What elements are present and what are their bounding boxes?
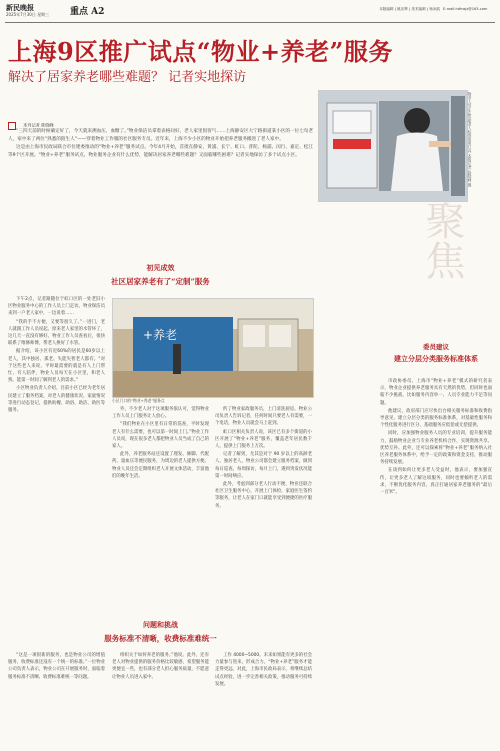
intro-para-1: “三四天前的时候确定好了，今天就来测血压，血糖了。”物业保洁员拿着表格问好，老人家里很客气……上海静安区大宁路街道某小区的一位七旬老人，家中来了两位“熟悉的陌生人”——穿着物业工作服的社区服务专员。近年来，上海不少小区的物业开始把养老服务搬进了老人家中。: [8, 129, 313, 142]
sidebar-column: [380, 378, 492, 748]
section1-kicker: 初见成效: [146, 263, 175, 272]
sidebar-para-3: 同时，应加强物业服务人员的专业培训，提升服务能力，鼓励物业企业与专业养老机构合作，实现资源共享、优势互补。此外，还可以探索将“物业+养老”服务纳入社区养老服务体系中，给予一定的政策和资金支持，推动服务持续发展。: [380, 431, 492, 466]
bottom-column-2: [112, 652, 209, 748]
column-1: [8, 296, 105, 415]
photo-caption-right: 物业人员正在帮助老人检查家里灯具 本报记者 陈晓峰 摄: [468, 92, 473, 187]
section1-heading: [8, 263, 313, 287]
bottom-column-1: [8, 652, 105, 748]
section2-kicker: 问题和挑战: [143, 620, 178, 629]
column-3: [215, 406, 312, 511]
byline-text: 本刊记者 陈晓峰: [23, 122, 54, 128]
col1-para-2: “我的手不方便，又要等很久了。”一进门，老人就跟工作人员说起。原来老人家里的水管坏了，这几天一直没有修好。物业工作人员查看后，很快联系了维修师傅，帮老人换好了水管。: [8, 319, 105, 347]
bottom-col3-text: 工作 4000~5000。未来如果能有更多的社会力量参与进来，形成合力，“物业+养老”服务才能走得更远。对此，上海市民政局表示，将继续总结试点经验，进一步完善相关政策，推动服务可持续发展。: [215, 653, 312, 687]
col2-para-3: 此外，养老服务站还设置了理发、修脚、代配药、量血压等便民服务，为周边的老人提供方便。物业人员还会定期组织老人开展文体活动，丰富他们的晚年生活。: [112, 452, 209, 479]
intro-block: [8, 128, 313, 160]
feature-photo-top-graphic: [319, 91, 467, 201]
bottom-column-3: [215, 652, 312, 748]
feature-photo-top: [318, 90, 468, 202]
col1-para-1: 下午2点，记者跟随位于虹口区的一处老旧小区物业服务中心的工作人员上门走访。物业保洁员来到一户老人家中，一边说着……: [8, 297, 105, 317]
section1-title: 社区居家养老有了“定制”服务: [111, 277, 210, 286]
section2-title: 服务标准不清晰，收费标准难统一: [104, 634, 217, 643]
col3-para-1: 约了物业家政服务员，上门清洗厨房。物业公司负责人告诉记者，任何时间只要老人有需要，一个电话，物业人员就会马上赶到。: [215, 407, 312, 427]
section2-heading: [8, 620, 313, 644]
sidebar-para-4: 在谈到如何让更多老人受益时，他表示，要加强宣传，让更多老人了解这项服务，同时也要倾听老人的需求，不断优化服务内容，真正打通居家养老服务的“最后一百米”。: [380, 468, 492, 496]
bottom-col1-text: “这是一项很新的服务，也是物业公司的增值服务，收费标准还没有一个统一的标准。”一位物业公司负责人表示，物业公司在开展服务时，面临着服务标准不清晰、收费标准难统一等问题。: [8, 653, 105, 680]
sidebar-para-1: 市政协委员、上海市“物业+养老”模式的研究者表示，物业企业提供养老服务具有天然的优势，但同时也面临不少挑战，比如服务内容单一、人员专业能力不足等问题。: [380, 379, 492, 406]
sidebar-kicker: 委员建议: [423, 343, 449, 351]
header-rule: [5, 22, 495, 23]
section-label: 重点 A2: [70, 7, 105, 17]
col2-para-2: “我们物业在小区里有日常的巡查，平时发现老人有什么需要，也可以第一时间上门。”物业工作人员说，现在很多老人都把物业人员当成了自己的家人。: [112, 422, 209, 450]
feature-photo-mid: [112, 298, 314, 398]
col2-para-1: 外，不少老人对于这项服务很认可，觉得物业工作人员上门服务让人放心。: [112, 407, 209, 420]
headline-subtitle: 解决了居家养老哪些难题？ 记者实地探访: [8, 70, 247, 85]
photo-caption-mid: 小区门口的“物业+养老”服务点: [112, 398, 165, 403]
column-2: [112, 406, 209, 481]
issue-date: 2025年7月30日 星期三: [6, 12, 50, 17]
brand-name: 新民晚报: [6, 3, 34, 12]
col3-para-4: 此外，考虑到部分老人行动不便，物业还联合社区卫生服务中心，开展上门体检、家庭医生签约等服务，让老人在家门口就能享受到便捷的医疗服务。: [215, 482, 312, 509]
email-line: E-mail:hdhwjz@163.com: [443, 7, 488, 11]
sidebar-suggestion-heading: [380, 342, 492, 363]
editor-line: 本版编辑 | 姚乐辉 | 美术编辑 | 杨冰鸥: [379, 7, 440, 11]
col3-para-3: 记者了解到，尤其是对于 90 岁以上的高龄老人、独居老人，物业公司都会建立服务档案，做到每日巡查、每周探访、每月上门，遇到突发状况能第一时间响应。: [215, 452, 312, 479]
byline: [8, 115, 118, 128]
svg-text:+养老: +养老: [143, 328, 178, 342]
headline-title: 上海9区推广试点“物业+养老”服务: [8, 37, 393, 66]
bottom-col2-text: 组织关于如何养老的服务。”他说。此外，还有老人对物业提供的服务价格比较敏感，希望服务能更便宜一些，也有部分老人担心服务质量，不愿意让物业人员进入家中。: [112, 653, 209, 680]
col1-para-3: 据介绍，该小区有近60%的居民是60岁以上老人，其中独居、孤老、失能失智老人都有。“对于这些老人来说，平时最需要的就是有人上门帮忙、有人陪伴，物业人员每天在小区里，和老人熟，能第一时间了解到老人的需求。”: [8, 349, 105, 384]
sidebar-para-2: 他建议，政府部门应尽快出台相关服务标准和收费指导意见，建立分层分类的服务标准体系，对基础性服务和个性化服务进行区分，基础服务应低偿或无偿提供。: [380, 408, 492, 429]
feature-photo-mid-graphic: [113, 299, 313, 397]
sidebar-title: 建立分层分类服务标准体系: [394, 354, 478, 363]
col3-para-2: 虹口区相关负责人说，该区已有多个街道的小区开展了“物业+养老”服务，覆盖老年居民数千人，提供上门服务上万次。: [215, 429, 312, 450]
decor-vertical-text: 聚焦: [419, 200, 465, 280]
col1-para-4: 小区物业负责人介绍，目前小区已经为老年居民建立了服务档案，对老人的健康状况、家庭情况等进行动态登记，提供助餐、助浴、助洁、助医等服务。: [8, 386, 105, 414]
intro-para-2: 这是由上海市民政局联合市住建委推动的“物业+养老”服务试点。今年4月开始，首批在静安、黄浦、长宁、虹口、普陀、杨浦、闵行、嘉定、松江等9个区开展。“物业+养老”服务试点，物业服务企业有什么优势，能解决居家养老哪些难题？又面临哪些困难？记者实地探访了多个试点小区。: [8, 145, 313, 158]
